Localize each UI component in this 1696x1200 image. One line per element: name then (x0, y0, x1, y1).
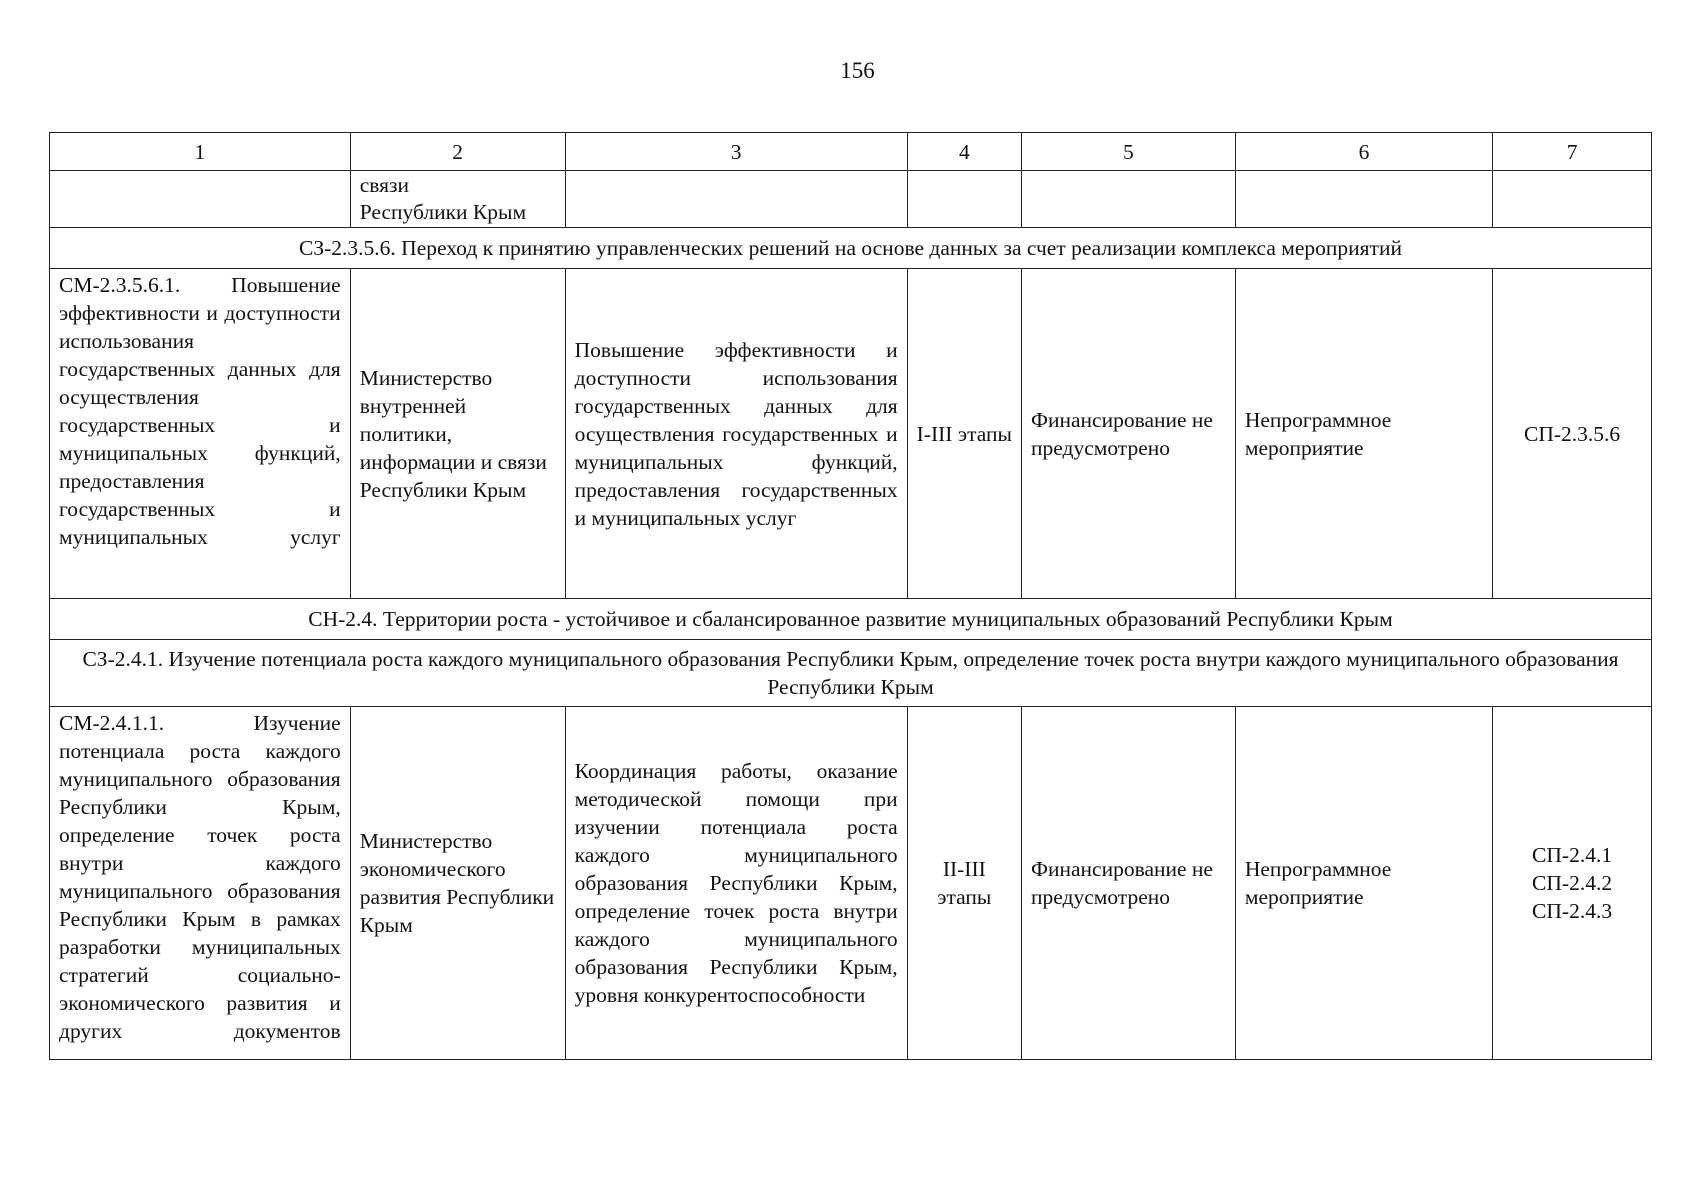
financing-cell: Финансирование не предусмотрено (1021, 269, 1235, 599)
column-number: 5 (1021, 133, 1235, 171)
column-number: 1 (50, 133, 351, 171)
column-number: 3 (565, 133, 907, 171)
section-row (50, 640, 1652, 707)
result-cell: Повышение эффективности и доступности использования государственных данных для осуществления государственных и муниципальных функций, предоставления государственных и муниципальных услуг (565, 269, 907, 599)
section-heading: СН-2.4. Территории роста - устойчивое и сбалансированное развитие муниципальных образований Республики Крым (50, 599, 1652, 640)
stages-cell: I-III этапы (907, 269, 1021, 599)
page-number: 156 (840, 58, 875, 83)
executor-cell: Министерство экономического развития Республики Крым (350, 707, 565, 1060)
measures-table (49, 132, 1652, 1060)
measure-cell: СМ-2.3.5.6.1. Повышение эффективности и доступности использования государственных данных для осуществления государственных и муниципальных функций, предоставления государственных и муниципальных услуг (50, 269, 351, 599)
section-heading: СЗ-2.3.5.6. Переход к принятию управленческих решений на основе данных за счет реализации комплекса мероприятий (50, 228, 1652, 269)
measure-cell: СМ-2.4.1.1. Изучение потенциала роста каждого муниципального образования Республики Крым, определение точек роста внутри каждого муниципального образования Республики Крым в рамках разработки муниципальных стратегий социально-экономического развития и других документов (50, 707, 351, 1060)
column-number: 7 (1493, 133, 1652, 171)
section-row (50, 599, 1652, 640)
code-cell: СП-2.3.5.6 (1493, 269, 1652, 599)
column-number: 2 (350, 133, 565, 171)
table-row (50, 269, 1652, 599)
section-row (50, 228, 1652, 269)
section-heading: СЗ-2.4.1. Изучение потенциала роста каждого муниципального образования Республики Крым, определение точек роста внутри каждого муниципального образования Республики Крым (50, 640, 1652, 707)
stages-cell: II-III этапы (907, 707, 1021, 1060)
result-cell: Координация работы, оказание методической помощи при изучении потенциала роста каждого муниципального образования Республики Крым, определение точек роста внутри каждого муниципального образования Республики Крым, уровня конкурентоспособности (565, 707, 907, 1060)
table-row (50, 707, 1652, 1060)
column-number-row (50, 133, 1652, 171)
column-number: 4 (907, 133, 1021, 171)
continued-executor: связи Республики Крым (350, 171, 565, 228)
program-cell: Непрограммное мероприятие (1235, 269, 1492, 599)
column-number: 6 (1235, 133, 1492, 171)
executor-cell: Министерство внутренней политики, информации и связи Республики Крым (350, 269, 565, 599)
codes-cell: СП-2.4.1 СП-2.4.2 СП-2.4.3 (1493, 707, 1652, 1060)
program-cell: Непрограммное мероприятие (1235, 707, 1492, 1060)
continuation-row (50, 171, 1652, 228)
financing-cell: Финансирование не предусмотрено (1021, 707, 1235, 1060)
